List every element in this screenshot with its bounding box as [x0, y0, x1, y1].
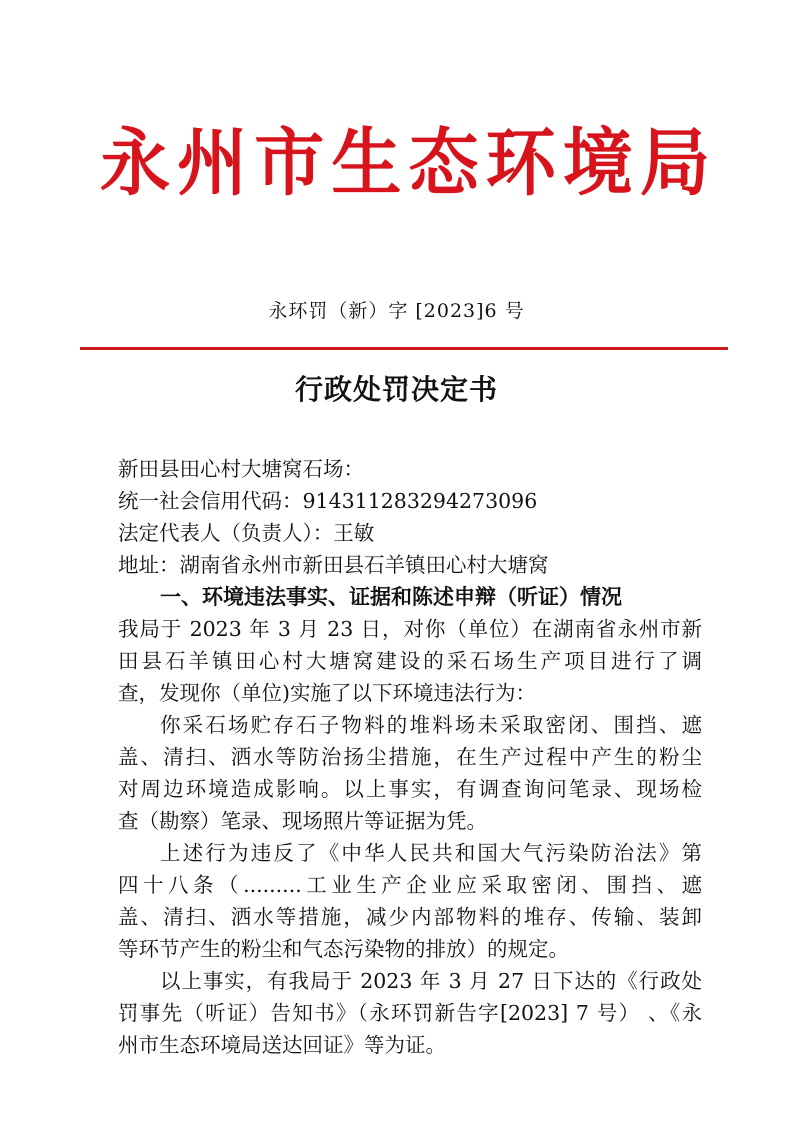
- document-number: 永环罚（新）字 [2023]6 号: [268, 300, 525, 322]
- paragraph-line: 查（勘察）笔录、现场照片等证据为凭。: [118, 809, 487, 833]
- paragraph-line: 我局于 2023 年 3 月 23 日，对你（单位）在湖南省永州市新: [118, 617, 702, 641]
- document-title: 行政处罚决定书: [294, 373, 498, 406]
- paragraph-line: 你采石场贮存石子物料的堆料场未采取密闭、围挡、遮: [160, 713, 702, 737]
- red-divider-line: [80, 347, 728, 350]
- party-name: 新田县田心村大塘窝石场：: [118, 457, 364, 481]
- legal-representative: 法定代表人（负责人）：王敏: [118, 521, 375, 545]
- agency-letterhead: 永州市生态环境局: [100, 119, 710, 207]
- paragraph-line: 等环节产生的粉尘和气态污染物的排放）的规定。: [118, 937, 569, 961]
- section-heading: 一、环境违法事实、证据和陈述申辩（听证）情况: [160, 585, 622, 609]
- paragraph-line: 以上事实，有我局于 2023 年 3 月 27 日下达的《行政处: [160, 969, 702, 993]
- paragraph-line: 盖、清扫、洒水等措施，减少内部物料的堆存、传输、装卸: [118, 905, 702, 929]
- address: 地址：湖南省永州市新田县石羊镇田心村大塘窝: [118, 553, 549, 577]
- credit-code: 统一社会信用代码：914311283294273096: [118, 489, 538, 513]
- paragraph-line: 查，发现你（单位)实施了以下环境违法行为：: [118, 681, 536, 705]
- paragraph-line: 对周边环境造成影响。以上事实，有调查询问笔录、现场检: [118, 777, 702, 801]
- paragraph-line: 上述行为违反了《中华人民共和国大气污染防治法》第: [160, 841, 702, 865]
- paragraph-line: 四十八条（.........工业生产企业应采取密闭、围挡、遮: [118, 873, 702, 897]
- document-body: [118, 453, 702, 1061]
- paragraph-line: 州市生态环境局送达回证》等为证。: [118, 1033, 446, 1057]
- paragraph-line: 罚事先（听证）告知书》（永环罚新告字[2023] 7 号） 、《永: [118, 1001, 702, 1025]
- paragraph-line: 盖、清扫、洒水等防治扬尘措施，在生产过程中产生的粉尘: [118, 745, 702, 769]
- paragraph-line: 田县石羊镇田心村大塘窝建设的采石场生产项目进行了调: [118, 649, 702, 673]
